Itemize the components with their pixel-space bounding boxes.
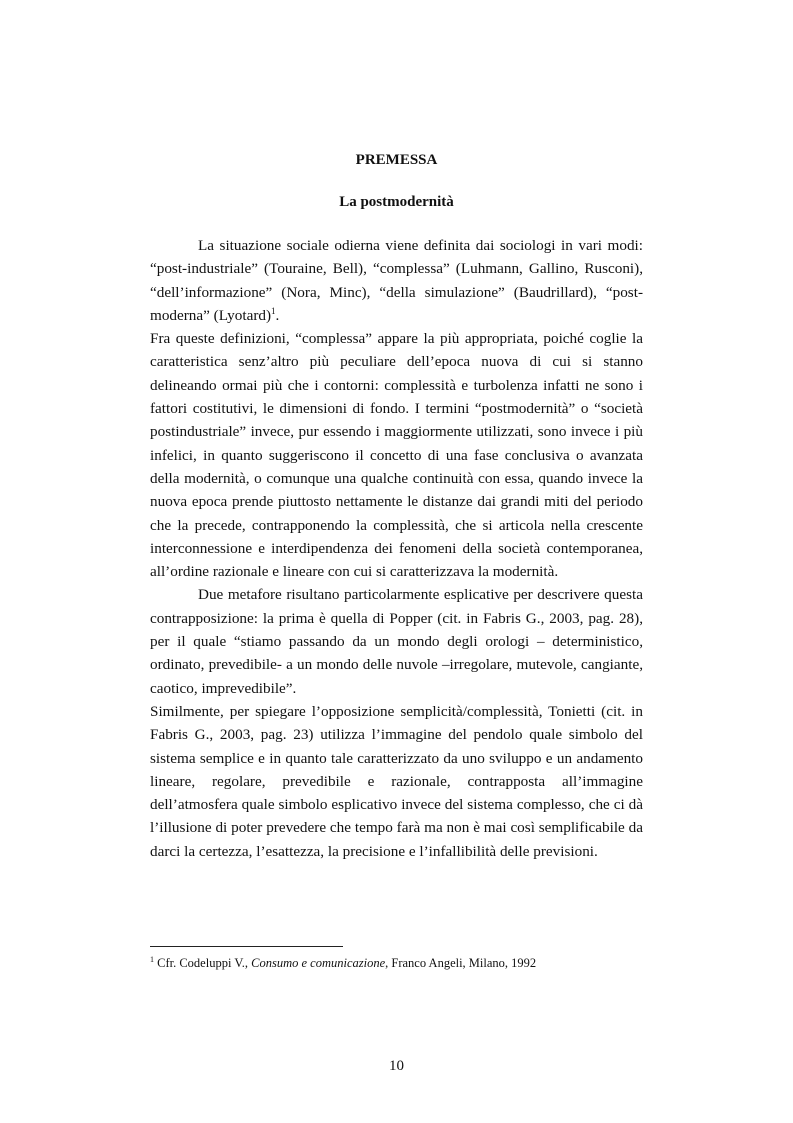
footnote: [150, 955, 670, 972]
page-title: PREMESSA: [355, 152, 438, 168]
footnote-separator: [150, 946, 343, 947]
footnote-number: 1: [150, 954, 154, 964]
footnote-reference: 1: [271, 305, 276, 316]
paragraph-3: Due metafore risultano particolarmente esplicative per descrivere questa contrapposizione: la prima è quella di Popper (cit. in Fabris G., 2003, pag. 28), per il quale “stiamo passando da un mondo degli orologi – deterministico, ordinato, prevedibile- a un mondo delle nuvole –irregolare, mutevole, cangiante, caotico, imprevedibile”.: [150, 586, 643, 697]
footnote-text-before: Cfr. Codeluppi V.,: [154, 956, 252, 970]
paragraph-1: [150, 234, 643, 327]
footnote-book-title: Consumo e comunicazione: [251, 956, 386, 970]
body-text: [150, 234, 643, 863]
paragraph-4: Similmente, per spiegare l’opposizione semplicità/complessità, Tonietti (cit. in Fabris G., 2003, pag. 23) utilizza l’immagine del pendolo quale simbolo del sistema semplice e in quanto tale caratterizzato da uno sviluppo e un andamento lineare, regolare, prevedibile e razionale, contrapposta all’immagine dell’atmosfera quale simbolo esplicativo invece del sistema complesso, che ci dà l’illusione di poter prevedere che tempo farà ma non è mai così semplificabile da darci la certezza, l’esattezza, la precisione e l’infallibilità delle previsioni.: [150, 702, 643, 860]
paragraph-2: Fra queste definizioni, “complessa” appare la più appropriata, poiché coglie la caratteristica senz’altro più peculiare dell’epoca nuova di cui si stanno delineando ormai più che i contorni: complessità e turbolenza infatti ne sono i fattori costitutivi, le dimensioni di fondo. I termini “postmodernità” o “società postindustriale” invece, pur essendo i maggiormente utilizzati, sono invece i più infelici, in quanto suggeriscono il concetto di una fase conclusiva o avanzata della modernità, o comunque una qualche continuità con essa, quando invece la nuova epoca prende piuttosto nettamente le distanze dai grandi miti del periodo che la precede, contrapponendo la complessità, che si articola nella crescente interconnessione e interdipendenza dei fenomeni della società contemporanea, all’ordine razionale e lineare con cui si caratterizzava la modernità.: [150, 330, 643, 581]
footnote-text-after: , Franco Angeli, Milano, 1992: [385, 956, 537, 970]
paragraph-1-end: .: [275, 306, 280, 324]
paragraph-1-text: La situazione sociale odierna viene definita dai sociologi in vari modi: “post-industriale” (Touraine, Bell), “complessa” (Luhmann, Gallino, Rusconi), “dell’informazione” (Nora, Minc), “della simulazione” (Baudrillard), “post-moderna” (Lyotard): [150, 237, 643, 324]
page-number: 10: [389, 1058, 404, 1074]
section-subtitle: La postmodernità: [339, 194, 454, 210]
